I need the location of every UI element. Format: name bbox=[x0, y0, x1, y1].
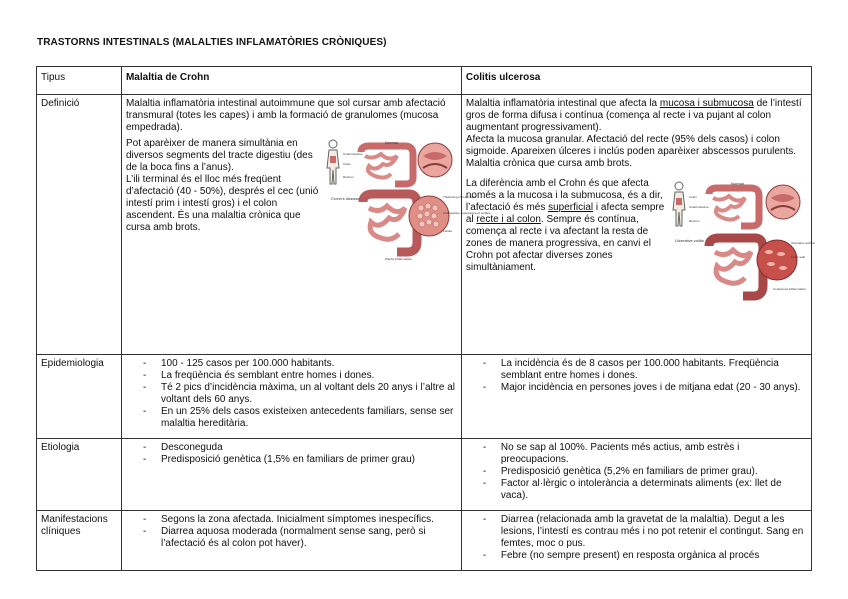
list-epidemiologia-crohn bbox=[126, 358, 457, 430]
list-item: - Desconeguda bbox=[161, 442, 457, 454]
cell-epidemiologia-colitis bbox=[461, 355, 811, 439]
img-label-rectum: Rectum bbox=[689, 219, 700, 223]
cu-def-p4-text-a: La diferència amb el Crohn és que afecta només a la mucosa i la submucosa, és a dir, l’afectació és més bbox=[465, 178, 663, 213]
row-epidemiologia bbox=[37, 355, 812, 439]
crohn-intestine-icon bbox=[363, 194, 417, 252]
cell-manifestacions-crohn bbox=[121, 511, 461, 571]
header-crohn: Malaltia de Crohn bbox=[121, 67, 461, 95]
crohn-illustration bbox=[325, 138, 491, 262]
list-item: - Diarrea aquosa moderada (normalment sense sang, però si l’afectació és al colon pot haver). bbox=[161, 526, 457, 550]
img-label-fistula: Fistula bbox=[442, 229, 452, 233]
img-label-normal: Normal bbox=[731, 181, 744, 186]
img-label-colon-wall: Colon wall bbox=[791, 255, 805, 259]
cell-etiologia-colitis bbox=[461, 439, 811, 511]
colitis-illustration bbox=[669, 178, 816, 306]
list-item: - La incidència és de 8 casos per 100.000 habitants. Freqüència semblant entre homes i dones. bbox=[501, 358, 807, 382]
img-label-colon: Colon bbox=[689, 195, 697, 199]
crohn-def-p2: Pot aparèixer de manera simultània en diversos segments del tracte digestiu (des de la boca fins a l’anus). bbox=[125, 138, 313, 173]
cu-def-p4-text-c: . Sempre és contínua, comença al recte i va afectant la resta de zones de manera progressiva, en canvi el Crohn pot afectar diverses zones simultàniament. bbox=[465, 214, 651, 273]
list-etiologia-colitis bbox=[466, 442, 807, 502]
img-label-crohns-disease: Crohn's disease bbox=[330, 196, 360, 201]
list-epidemiologia-colitis bbox=[466, 358, 807, 394]
header-tipus: Tipus bbox=[37, 67, 122, 95]
list-item: - Factor al·lèrgic o intolerància a determinats aliments (ex: llet de vaca). bbox=[501, 478, 807, 502]
img-label-ulcerative-colitis: Ulcerative colitis bbox=[675, 238, 704, 243]
list-item: - La freqüència és semblant entre homes i dones. bbox=[161, 370, 457, 382]
label-etiologia: Etiologia bbox=[37, 439, 122, 511]
img-label-small-intestine: Small intestine bbox=[689, 205, 709, 209]
header-colitis: Colitis ulcerosa bbox=[461, 67, 811, 95]
cell-definicio-colitis bbox=[461, 95, 816, 355]
img-label-ulcerative-surface: Ulcerative surface bbox=[791, 241, 816, 245]
img-label-rectum: Rectum bbox=[342, 175, 354, 179]
crohn-def-p1: Malaltia inflamatòria intestinal autoimmune que sol cursar amb afectació transmural (totes les capes) i amb la formació de granulomes (mucosa empedrada). bbox=[125, 98, 446, 133]
cu-def-p1 bbox=[466, 98, 807, 134]
table-header-row bbox=[37, 67, 812, 95]
row-definicio bbox=[37, 95, 812, 355]
list-manifestacions-colitis bbox=[466, 514, 807, 562]
label-definicio: Definició bbox=[37, 95, 122, 355]
cu-def-p3: Malaltia crònica que cursa amb brots. bbox=[465, 158, 633, 169]
crohn-def-p3: L’ili terminal és el lloc més freqüent d’afectació (40 - 50%), després el cec (unió intestí prim i intestí gros) i el colon ascendent. És una malaltia crònica que cursa amb brots. bbox=[125, 174, 319, 233]
cu-def-p1-underlined: mucosa i submucosa bbox=[659, 98, 754, 109]
list-item: - Diarrea (relacionada amb la gravetat de la malaltia). Degut a les lesions, l’intestí es contrau més i no pot retenir el contingut. Sang en femtes, moc o pus. bbox=[501, 514, 807, 550]
row-manifestacions bbox=[37, 511, 812, 571]
img-label-colon: Colon bbox=[342, 162, 351, 166]
img-label-small-intestine: Small intestine bbox=[342, 152, 363, 156]
cu-def-p2: Afecta la mucosa granular. Afectació del recte (95% dels casos) i colon sigmoide. Apareixen úlceres i inclús poden aparèixer abscessos purulents. bbox=[465, 134, 797, 157]
img-label-continuous: Continuous inflammation bbox=[773, 287, 807, 291]
list-item: - En un 25% dels casos existeixen antecedents familiars, sense ser malaltia hereditària. bbox=[161, 406, 457, 430]
cu-def-p4-text-b: i afecta sempre al bbox=[465, 202, 665, 225]
list-item: - Segons la zona afectada. Inicialment símptomes inespecífics. bbox=[161, 514, 457, 526]
list-item: - 100 - 125 casos per 100.000 habitants. bbox=[161, 358, 457, 370]
cell-definicio-crohn bbox=[121, 95, 491, 355]
cell-manifestacions-colitis bbox=[461, 511, 811, 571]
cu-def-p4-underlined-2: recte i al colon bbox=[476, 214, 541, 225]
list-item: - Predisposició genètica (1,5% en familiars de primer grau) bbox=[161, 454, 457, 466]
cu-def-p4-underlined-1: superficial bbox=[548, 202, 594, 213]
list-manifestacions-crohn bbox=[126, 514, 457, 550]
cell-etiologia-crohn bbox=[121, 439, 461, 511]
list-item: - Predisposició genètica (5,2% en familiars de primer grau). bbox=[501, 466, 807, 478]
ulcerative-colon-icon bbox=[709, 238, 763, 296]
normal-intestine-icon bbox=[361, 146, 413, 184]
label-manifestacions: Manifestacions clíniques bbox=[37, 511, 122, 571]
list-item: - Major incidència en persones joves i de mitjana edat (20 - 30 anys). bbox=[501, 382, 807, 394]
list-item: - No se sap al 100%. Pacients més actius, amb estrès i preocupacions. bbox=[501, 442, 807, 466]
normal-colon-icon bbox=[709, 188, 759, 226]
cu-def-p1-text-a: Malaltia inflamatòria intestinal que afecta la bbox=[465, 98, 660, 109]
cu-def-p1-text-b: de l’intestí gros de forma difusa i contínua (comença al recte i va pujant al colon augmentant progressivament). bbox=[465, 98, 802, 133]
img-label-cobblestone: Cobblestone appearance of surface bbox=[442, 211, 491, 215]
img-label-thickening: Thickening of colon wall bbox=[442, 195, 475, 199]
img-label-normal: Normal bbox=[384, 140, 398, 145]
img-label-patchy: Patchy inflammation bbox=[384, 257, 412, 261]
cell-epidemiologia-crohn bbox=[121, 355, 461, 439]
page-title: TRASTORNS INTESTINALS (MALALTIES INFLAMATÒRIES CRÒNIQUES) bbox=[37, 37, 387, 48]
row-etiologia bbox=[37, 439, 812, 511]
list-etiologia-crohn bbox=[126, 442, 457, 466]
label-epidemiologia: Epidemiologia bbox=[37, 355, 122, 439]
comparison-table bbox=[36, 66, 816, 571]
list-item: - Té 2 pics d’incidència màxima, un al voltant dels 20 anys i l’altre al voltant dels 60 anys. bbox=[161, 382, 457, 406]
list-item: - Febre (no sempre present) en resposta orgànica al procés bbox=[501, 550, 807, 562]
